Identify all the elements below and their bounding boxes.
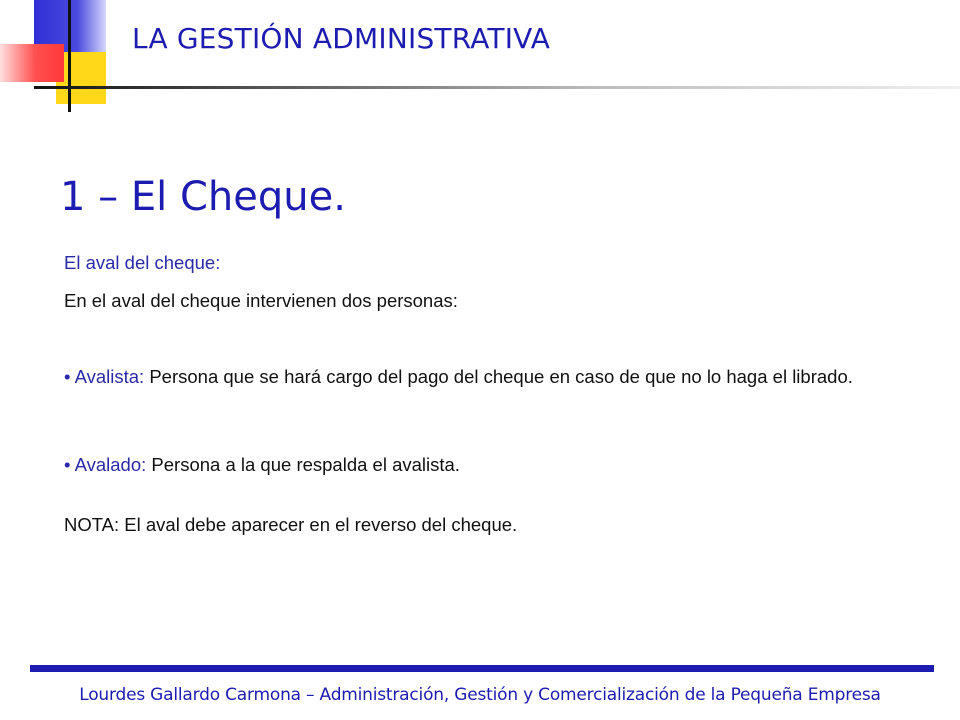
bullet-item-avalado [64,452,924,478]
subheading: El aval del cheque: [64,252,221,273]
vertical-rule [68,0,71,112]
red-square-decoration [0,44,64,82]
note-text: NOTA: El aval debe aparecer en el reverso del cheque. [64,514,518,535]
intro-text: En el aval del cheque intervienen dos personas: [64,290,458,311]
footer-text: Lourdes Gallardo Carmona – Administración, Gestión y Comercialización de la Pequeña Empresa [79,685,881,705]
slide-title: 1 – El Cheque. [60,174,346,220]
bullet-term: Avalista: [74,366,145,387]
header-rule [34,86,960,89]
header-title: LA GESTIÓN ADMINISTRATIVA [132,22,551,55]
bullet-item-avalista [64,364,924,390]
bullet-text: Persona que se hará cargo del pago del cheque en caso de que no lo haga el librado. [149,366,853,387]
footer-rule [30,665,934,672]
bullet-marker: • [64,366,71,387]
bullet-marker: • [64,454,71,475]
bullet-term: Avalado: [74,454,147,475]
bullet-text: Persona a la que respalda el avalista. [151,454,460,475]
